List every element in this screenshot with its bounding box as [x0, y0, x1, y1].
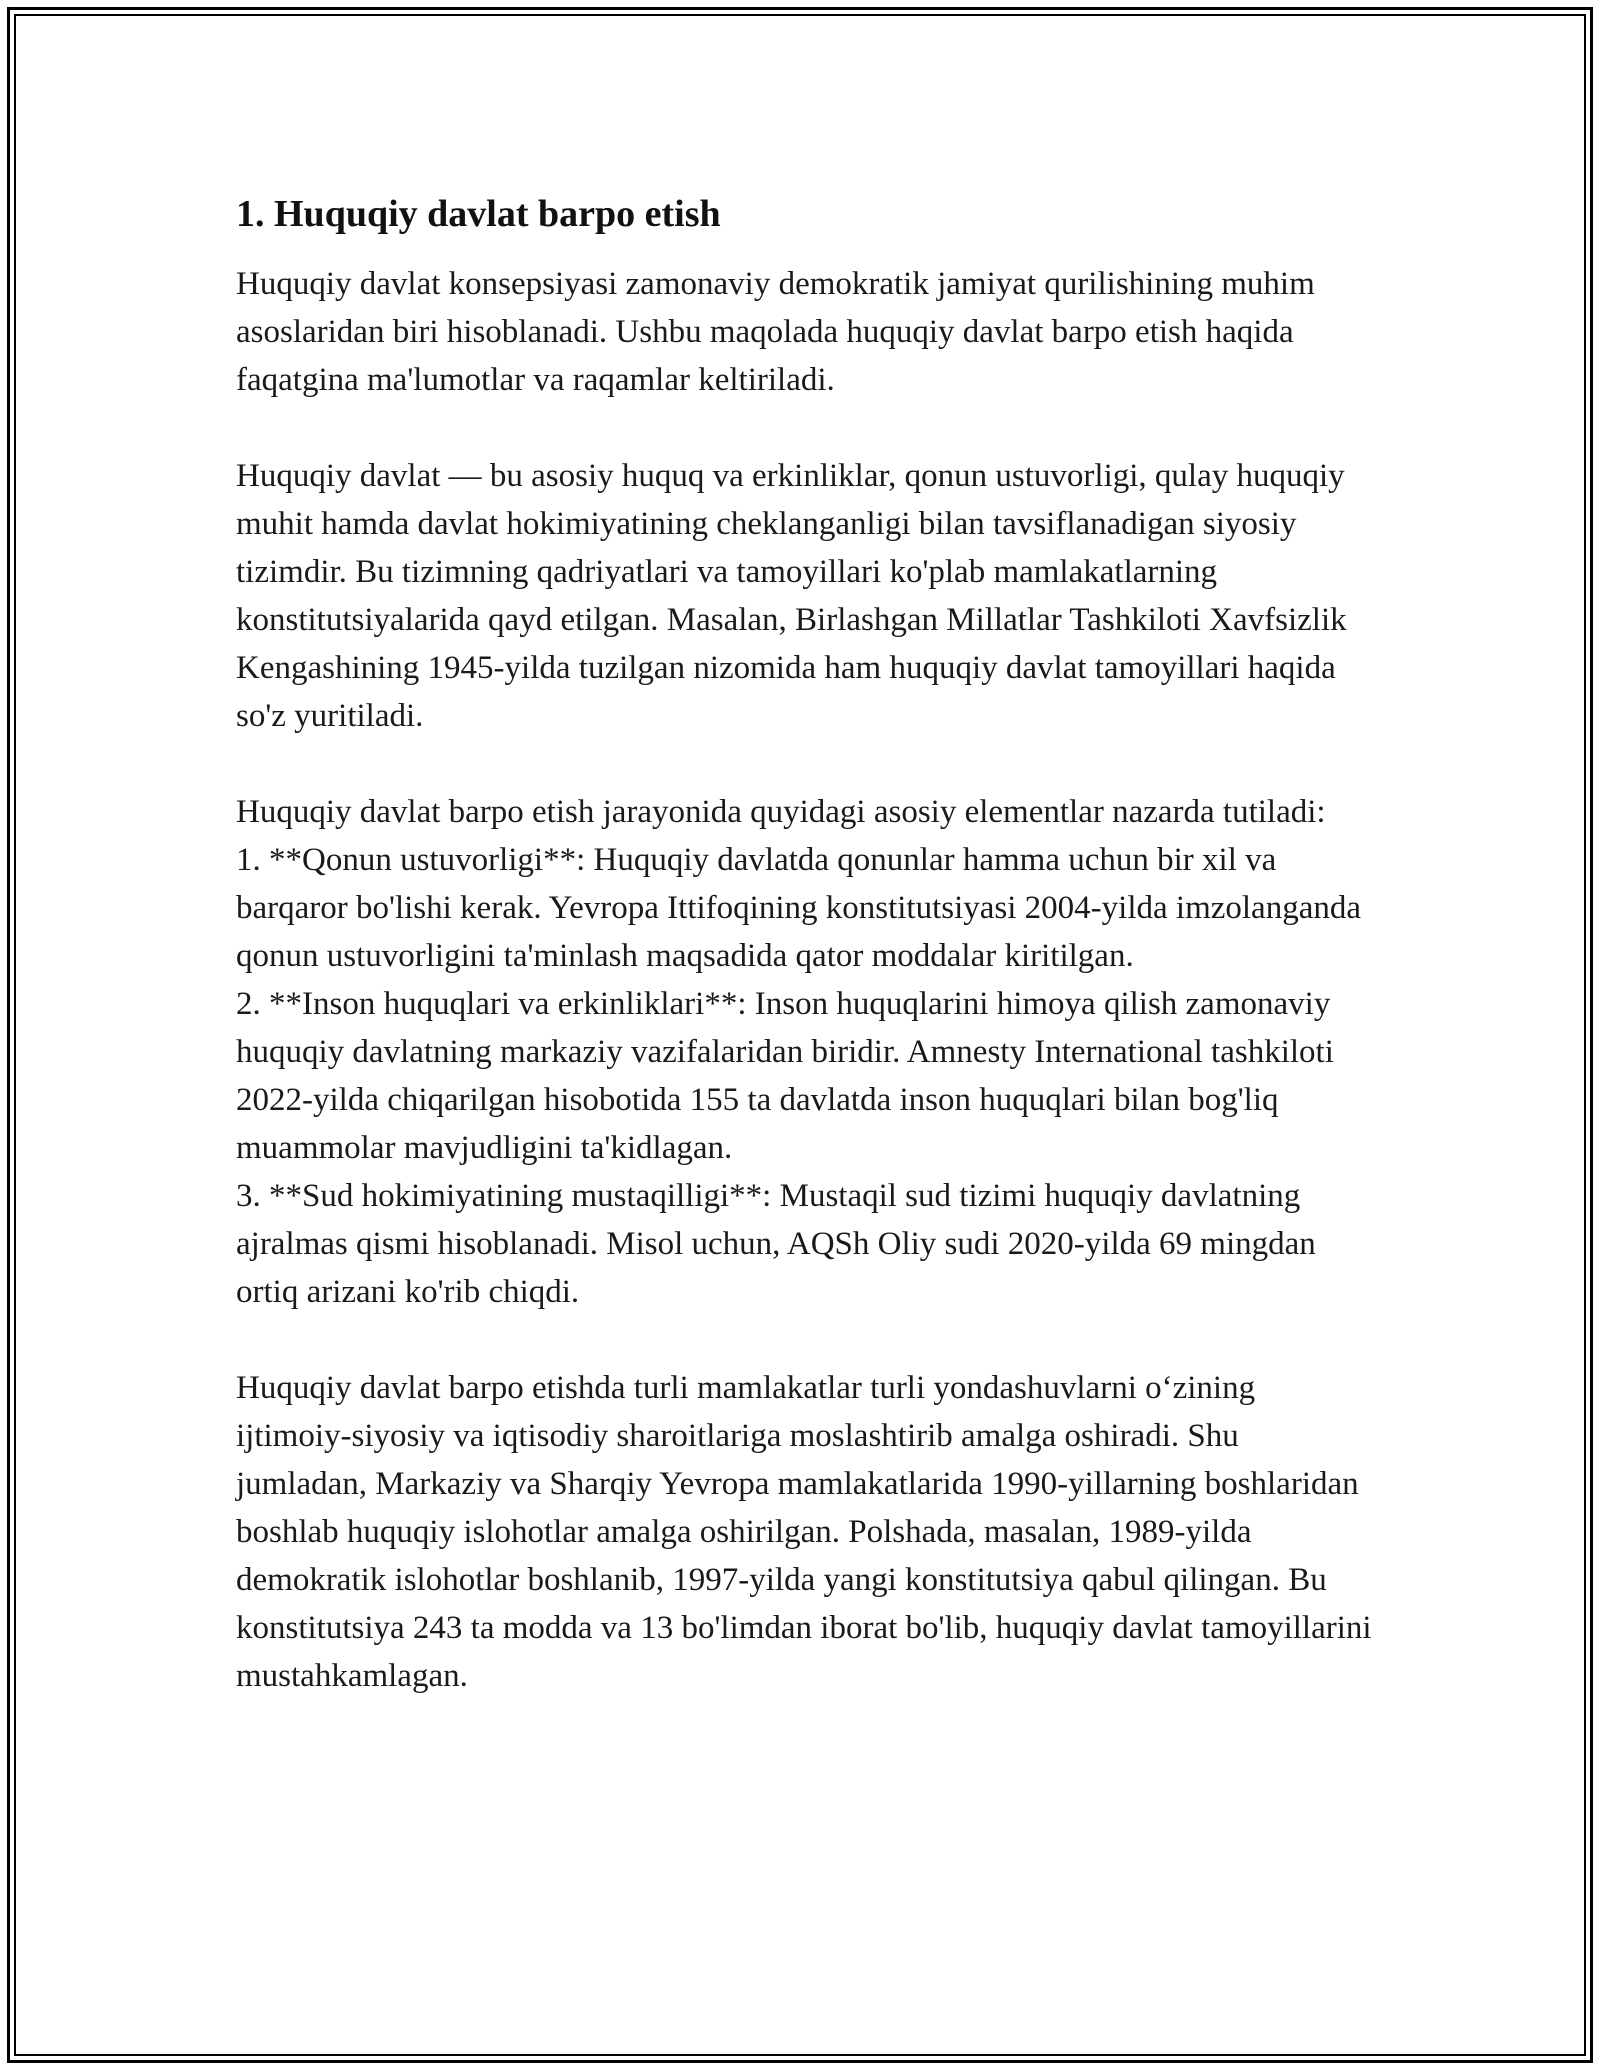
elements-section [236, 788, 1372, 1316]
intro-paragraph: Huquqiy davlat konsepsiyasi zamonaviy demokratik jamiyat qurilishining muhim asoslaridan biri hisoblanadi. Ushbu maqolada huquqiy davlat barpo etish haqida faqatgina ma'lumotlar va raqamlar keltiriladi. [236, 266, 1315, 398]
list-item: 3. **Sud hokimiyatining mustaqilligi**: Mustaqil sud tizimi huquqiy davlatning ajralmas qismi hisoblanadi. Misol uchun, AQSh Oliy sudi 2020-yilda 69 mingdan ortiq arizani ko'rib chiqdi. [236, 1178, 1316, 1310]
list-item: 2. **Inson huquqlari va erkinliklari**: Inson huquqlarini himoya qilish zamonaviy huquqiy davlatning markaziy vazifalaridan biridir. Amnesty International tashkiloti 2022-yilda chiqarilgan hisobotida 155 ta davlatda inson huquqlari bilan bog'liq muammolar mavjudligini ta'kidlagan. [236, 986, 1334, 1166]
list-item: 1. **Qonun ustuvorligi**: Huquqiy davlatda qonunlar hamma uchun bir xil va barqaror bo'lishi kerak. Yevropa Ittifoqining konstitutsiyasi 2004-yilda imzolanganda qonun ustuvorligini ta'minlash maqsadida qator moddalar kiritilgan. [236, 842, 1361, 974]
elements-intro: Huquqiy davlat barpo etish jarayonida quyidagi asosiy elementlar nazarda tutiladi: [236, 794, 1326, 830]
closing-paragraph: Huquqiy davlat barpo etishda turli mamlakatlar turli yondashuvlarni o‘zining ijtimoiy-siyosiy va iqtisodiy sharoitlariga moslashtirib amalga oshiradi. Shu jumladan, Markaziy va Sharqiy Yevropa mamlakatlarida 1990-yillarning boshlaridan boshlab huquqiy islohotlar amalga oshirilgan. Polshada, masalan, 1989-yilda demokratik islohotlar boshlanib, 1997-yilda yangi konstitutsiya qabul qilingan. Bu konstitutsiya 243 ta modda va 13 bo'limdan iborat bo'lib, huquqiy davlat tamoyillarini mustahkamlagan. [236, 1370, 1372, 1694]
definition-paragraph: Huquqiy davlat — bu asosiy huquq va erkinliklar, qonun ustuvorligi, qulay huquqiy muhit hamda davlat hokimiyatining cheklanganligi bilan tavsiflanadigan siyosiy tizimdir. Bu tizimning qadriyatlari va tamoyillari ko'plab mamlakatlarning konstitutsiyalarida qayd etilgan. Masalan, Birlashgan Millatlar Tashkiloti Xavfsizlik Kengashining 1945-yilda tuzilgan nizomida ham huquqiy davlat tamoyillari haqida so'z yuritiladi. [236, 458, 1347, 734]
document-title: 1. Huquqiy davlat barpo etish [236, 193, 721, 235]
document-body [236, 186, 1372, 1748]
